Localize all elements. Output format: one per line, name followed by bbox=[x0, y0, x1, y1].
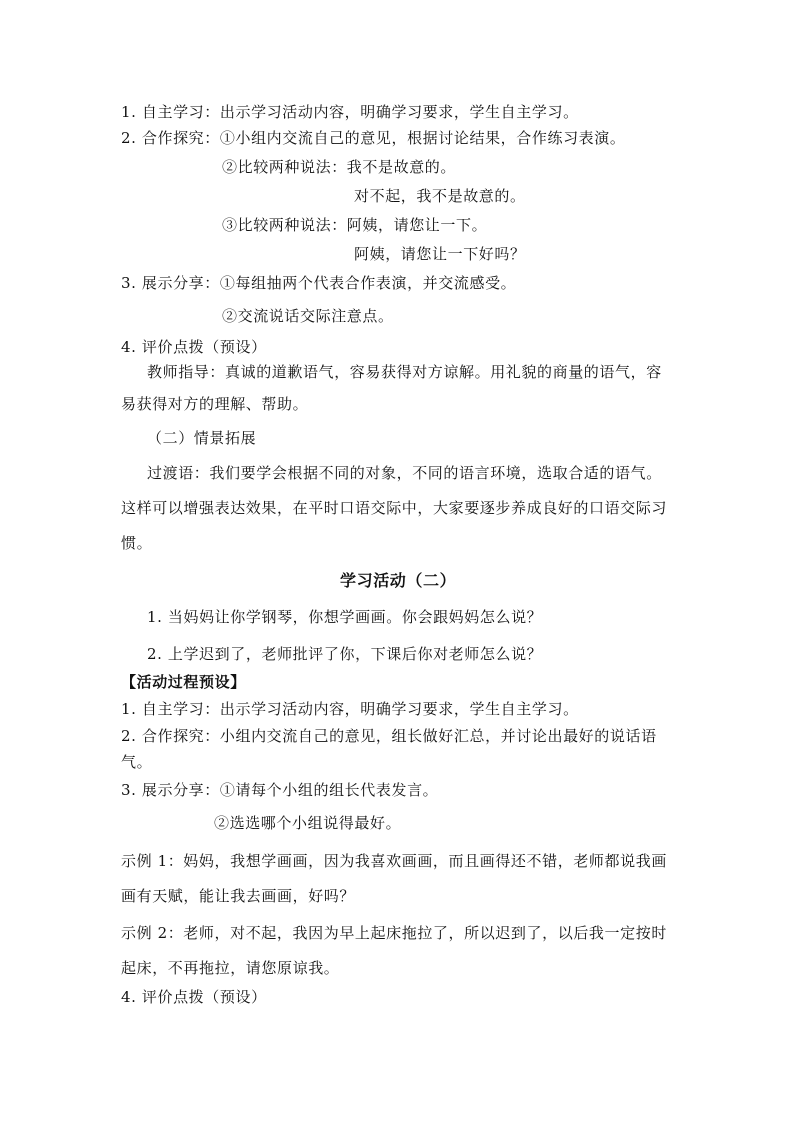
text-line: 3. 展示分享：①请每个小组的组长代表发言。 bbox=[121, 781, 439, 799]
question-item: 2. 上学迟到了，老师批评了你，下课后你对老师怎么说？ bbox=[147, 645, 543, 663]
text-line: 3. 展示分享：①每组抽两个代表合作表演，并交流感受。 bbox=[121, 274, 517, 292]
section-heading: （二）情景拓展 bbox=[147, 429, 257, 447]
example-line: 示例 2：老师，对不起，我因为早上起床拖拉了，所以迟到了，以后我一定按时 bbox=[121, 924, 667, 942]
text-line: ②交流说话交际注意点。 bbox=[222, 307, 394, 325]
text-line: 易获得对方的理解、帮助。 bbox=[121, 395, 309, 413]
text-line: 4. 评价点拨（预设） bbox=[121, 988, 267, 1006]
subsection-heading: 【活动过程预设】 bbox=[121, 673, 246, 691]
activity-title: 学习活动（二） bbox=[340, 571, 457, 590]
text-line: 1. 自主学习：出示学习活动内容，明确学习要求，学生自主学习。 bbox=[121, 700, 579, 718]
text-line: 这样可以增强表达效果，在平时口语交际中，大家要逐步养成良好的口语交际习 bbox=[121, 499, 668, 517]
text-line: 4. 评价点拨（预设） bbox=[121, 338, 267, 356]
text-line: 阿姨，请您让一下好吗？ bbox=[354, 245, 526, 263]
text-line: 教师指导：真诚的道歉语气，容易获得对方谅解。用礼貌的商量的语气，容 bbox=[147, 363, 662, 381]
text-line: ②比较两种说法：我不是故意的。 bbox=[222, 158, 457, 176]
question-item: 1. 当妈妈让你学钢琴，你想学画画。你会跟妈妈怎么说？ bbox=[147, 608, 543, 626]
text-line: ②选选哪个小组说得最好。 bbox=[214, 814, 402, 832]
text-line: 1. 自主学习：出示学习活动内容，明确学习要求，学生自主学习。 bbox=[121, 103, 579, 121]
text-line: 2. 合作探究：①小组内交流自己的意见，根据讨论结果，合作练习表演。 bbox=[121, 129, 626, 147]
example-line: 示例 1：妈妈，我想学画画，因为我喜欢画画，而且画得还不错，老师都说我画 bbox=[121, 852, 667, 870]
text-line: 惯。 bbox=[121, 534, 153, 552]
text-line: 对不起，我不是故意的。 bbox=[354, 187, 526, 205]
example-line: 画有天赋，能让我去画画，好吗？ bbox=[121, 887, 356, 905]
text-line: 过渡语：我们要学会根据不同的对象，不同的语言环境，选取合适的语气。 bbox=[147, 464, 662, 482]
text-line: 2. 合作探究：小组内交流自己的意见，组长做好汇总，并讨论出最好的说话语 bbox=[121, 727, 657, 745]
example-line: 起床，不再拖拉，请您原谅我。 bbox=[121, 959, 340, 977]
text-line: ③比较两种说法：阿姨，请您让一下。 bbox=[222, 216, 488, 234]
text-line: 气。 bbox=[121, 753, 153, 771]
